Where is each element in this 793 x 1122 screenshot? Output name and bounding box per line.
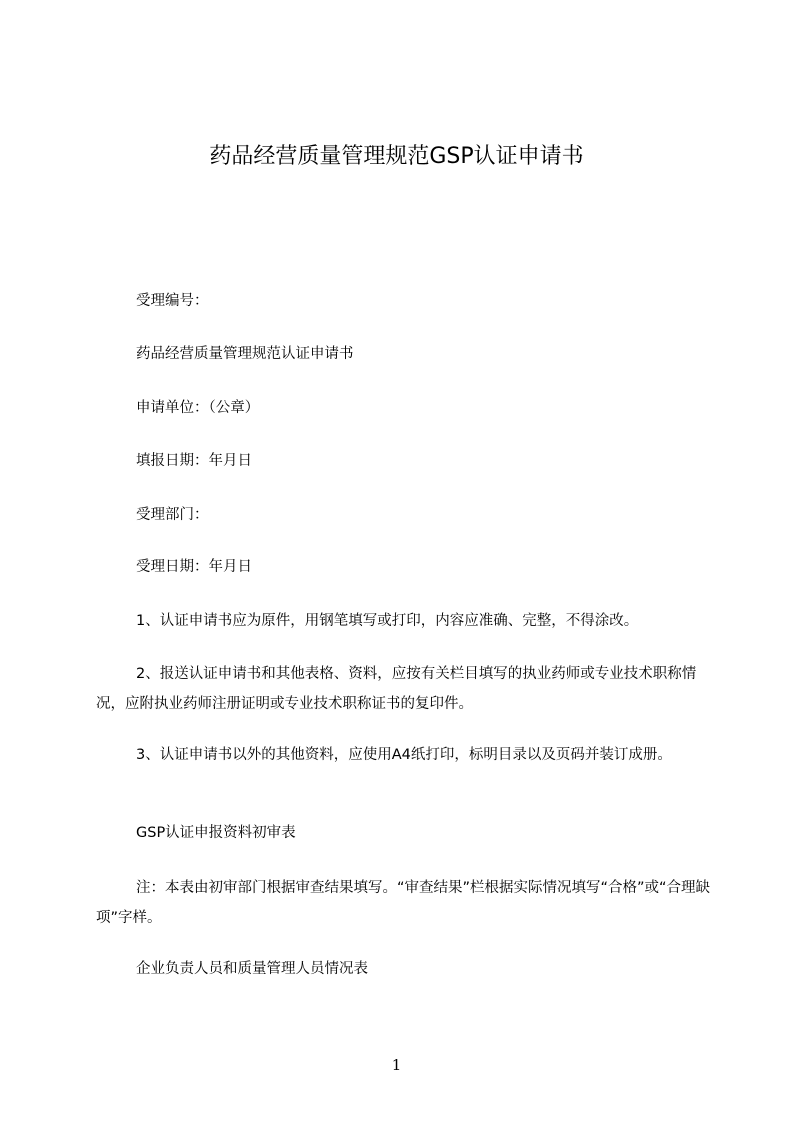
accepting-department-field: 受理部门： [136,507,209,523]
fill-date-field: 填报日期：年月日 [136,453,252,469]
document-title: 药品经营质量管理规范GSP认证申请书 [209,144,584,169]
applicant-field: 申请单位：（公章） [136,400,260,416]
page-number: 1 [391,1056,402,1074]
document-subtitle: 药品经营质量管理规范认证申请书 [136,346,354,362]
instruction-item-3: 3、认证申请书以外的其他资料，应使用A4纸打印，标明目录以及页码并装订成册。 [136,747,672,763]
instruction-item-1: 1、认证申请书应为原件，用钢笔填写或打印，内容应准确、完整，不得涂改。 [136,613,639,629]
acceptance-number-field: 受理编号： [136,293,209,309]
acceptance-date-field: 受理日期：年月日 [136,559,252,575]
review-table-title: GSP认证申报资料初审表 [136,825,296,841]
review-note: 注：本表由初审部门根据审查结果填写。“审查结果”栏根据实际情况填写“合格”或“合理缺项”字样。 [96,880,711,926]
instruction-item-2: 2、报送认证申请书和其他表格、资料，应按有关栏目填写的执业药师或专业技术职称情况，应附执业药师注册证明或专业技术职称证书的复印件。 [96,666,697,712]
personnel-table-title: 企业负责人员和质量管理人员情况表 [136,961,368,977]
